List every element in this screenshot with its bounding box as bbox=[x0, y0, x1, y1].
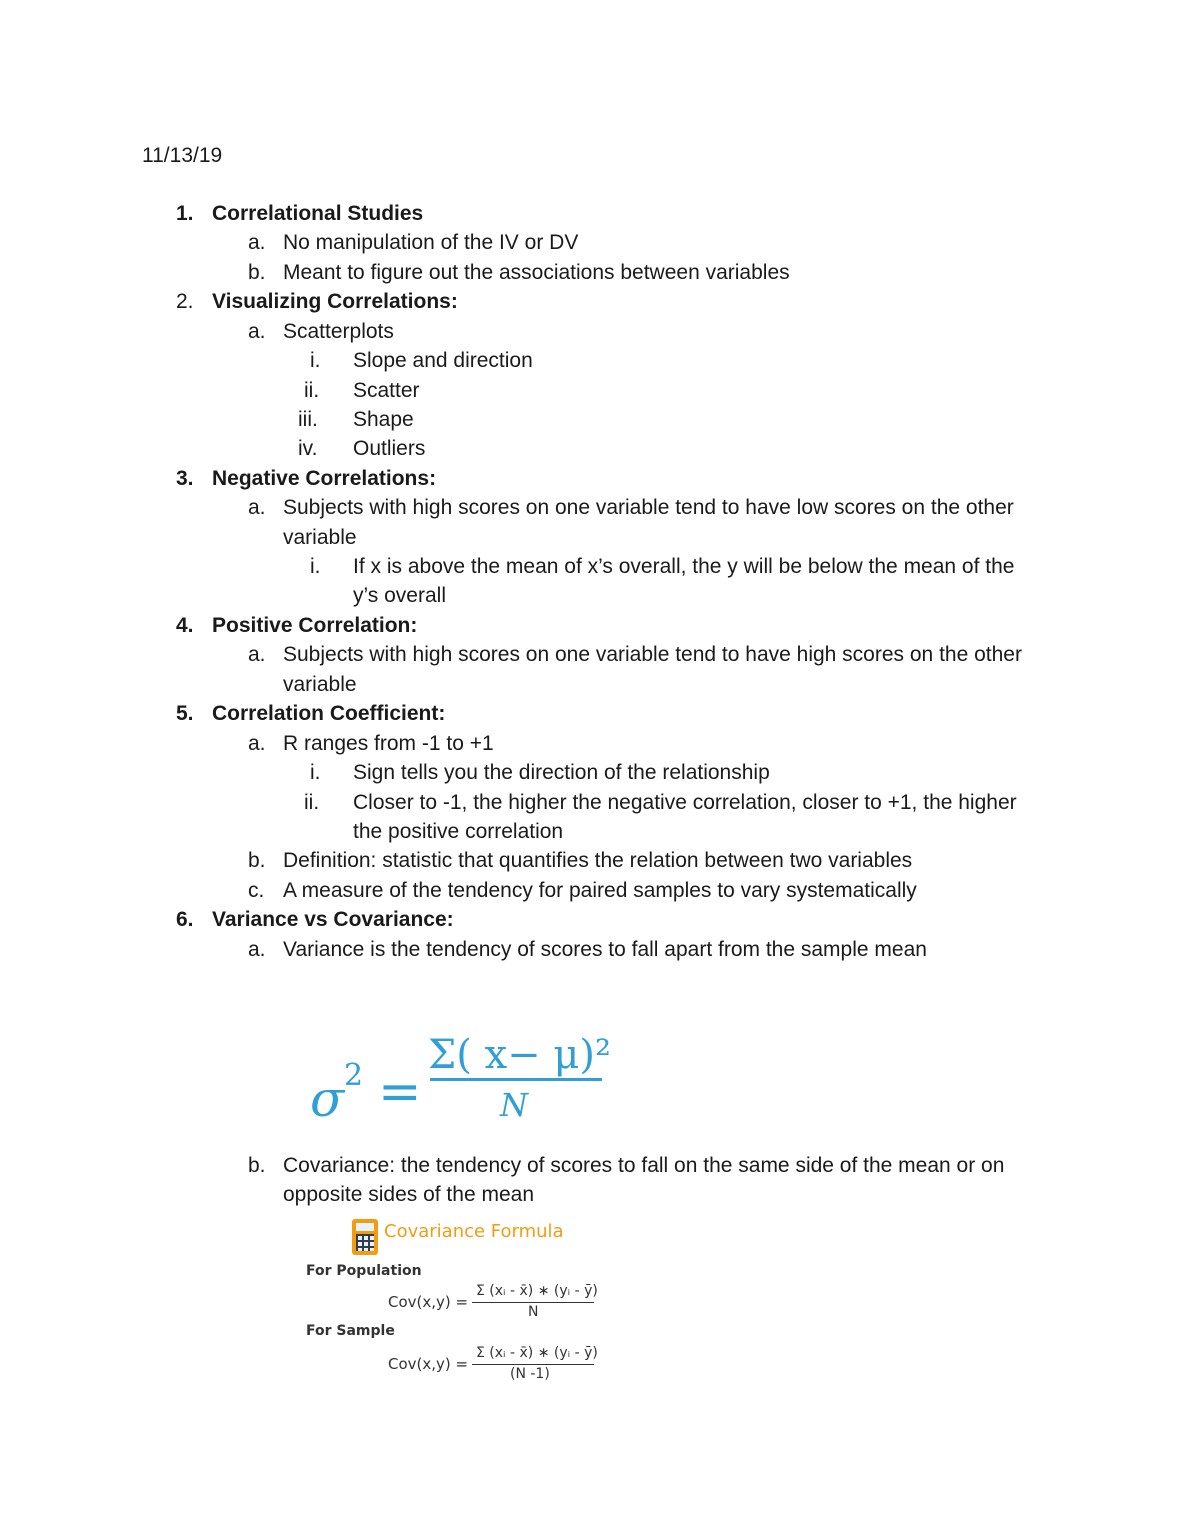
covariance-title: Covariance Formula bbox=[384, 1221, 564, 1242]
list-item: Outliers bbox=[353, 437, 426, 460]
list-marker: iv. bbox=[298, 437, 318, 460]
variance-formula bbox=[300, 1030, 620, 1130]
sigma-symbol: σ bbox=[310, 1070, 345, 1128]
population-fraction-bar bbox=[472, 1302, 594, 1303]
power-exponent: 2 bbox=[344, 1058, 364, 1093]
list-item: Meant to figure out the associations between variables bbox=[283, 261, 790, 284]
list-item-continuation: variable bbox=[283, 673, 357, 696]
section-heading: Correlational Studies bbox=[212, 202, 424, 225]
list-item: Covariance: the tendency of scores to fall on the same side of the mean or on bbox=[283, 1154, 1005, 1177]
population-denominator: N bbox=[528, 1304, 539, 1320]
population-numerator: Σ (xᵢ - x̄) ∗ (yᵢ - ȳ) bbox=[476, 1283, 598, 1299]
list-item-continuation: the positive correlation bbox=[353, 820, 564, 843]
list-marker: 2. bbox=[176, 290, 194, 313]
population-lhs: Cov(x,y) = bbox=[388, 1293, 469, 1311]
list-marker: i. bbox=[310, 555, 321, 578]
list-item: Shape bbox=[353, 408, 414, 431]
list-marker: a. bbox=[248, 643, 266, 666]
list-item: Closer to -1, the higher the negative correlation, closer to +1, the higher bbox=[353, 791, 1017, 814]
list-item: Slope and direction bbox=[353, 349, 533, 372]
section-heading: Positive Correlation: bbox=[212, 614, 418, 637]
list-item: Subjects with high scores on one variable tend to have low scores on the other bbox=[283, 496, 1014, 519]
formula-denominator: N bbox=[500, 1086, 528, 1124]
calculator-icon bbox=[352, 1219, 378, 1255]
list-marker: a. bbox=[248, 496, 266, 519]
list-marker: 4. bbox=[176, 614, 194, 637]
equals-sign: = bbox=[378, 1062, 422, 1122]
list-marker: i. bbox=[310, 761, 321, 784]
list-marker: c. bbox=[248, 879, 265, 902]
list-marker: b. bbox=[248, 1154, 266, 1177]
section-heading: Negative Correlations: bbox=[212, 467, 437, 490]
covariance-formula bbox=[300, 1215, 620, 1395]
list-item: A measure of the tendency for paired samples to vary systematically bbox=[283, 879, 917, 902]
list-marker: b. bbox=[248, 849, 266, 872]
list-item-continuation: variable bbox=[283, 526, 357, 549]
list-marker: a. bbox=[248, 231, 266, 254]
list-marker: 5. bbox=[176, 702, 194, 725]
list-item: R ranges from -1 to +1 bbox=[283, 732, 494, 755]
list-item: If x is above the mean of x’s overall, the y will be below the mean of the bbox=[353, 555, 1015, 578]
list-marker: a. bbox=[248, 732, 266, 755]
list-marker: 6. bbox=[176, 908, 194, 931]
sample-denominator: (N -1) bbox=[510, 1366, 550, 1382]
list-marker: b. bbox=[248, 261, 266, 284]
list-item: Subjects with high scores on one variable tend to have high scores on the other bbox=[283, 643, 1022, 666]
list-marker: 1. bbox=[176, 202, 194, 225]
population-label: For Population bbox=[306, 1263, 422, 1279]
list-marker: a. bbox=[248, 938, 266, 961]
sample-fraction-bar bbox=[472, 1364, 594, 1365]
list-item-continuation: opposite sides of the mean bbox=[283, 1183, 534, 1206]
list-marker: 3. bbox=[176, 467, 194, 490]
document-date: 11/13/19 bbox=[142, 144, 223, 167]
section-heading: Visualizing Correlations: bbox=[212, 290, 458, 313]
list-item: Scatterplots bbox=[283, 320, 394, 343]
section-heading: Correlation Coefficient: bbox=[212, 702, 446, 725]
sample-lhs: Cov(x,y) = bbox=[388, 1355, 469, 1373]
list-item: No manipulation of the IV or DV bbox=[283, 231, 579, 254]
list-marker: i. bbox=[310, 349, 321, 372]
section-heading: Variance vs Covariance: bbox=[212, 908, 454, 931]
list-marker: ii. bbox=[304, 379, 320, 402]
sample-numerator: Σ (xᵢ - x̄) ∗ (yᵢ - ȳ) bbox=[476, 1345, 598, 1361]
list-marker: ii. bbox=[304, 791, 320, 814]
list-item: Variance is the tendency of scores to fall apart from the sample mean bbox=[283, 938, 927, 961]
list-item: Scatter bbox=[353, 379, 420, 402]
list-item: Definition: statistic that quantifies the relation between two variables bbox=[283, 849, 913, 872]
list-item-continuation: y’s overall bbox=[353, 584, 446, 607]
fraction-bar bbox=[430, 1078, 602, 1081]
list-marker: a. bbox=[248, 320, 266, 343]
list-item: Sign tells you the direction of the relationship bbox=[353, 761, 770, 784]
formula-numerator: Σ( x− μ)² bbox=[428, 1032, 612, 1078]
list-marker: iii. bbox=[298, 408, 318, 431]
sample-label: For Sample bbox=[306, 1323, 395, 1339]
